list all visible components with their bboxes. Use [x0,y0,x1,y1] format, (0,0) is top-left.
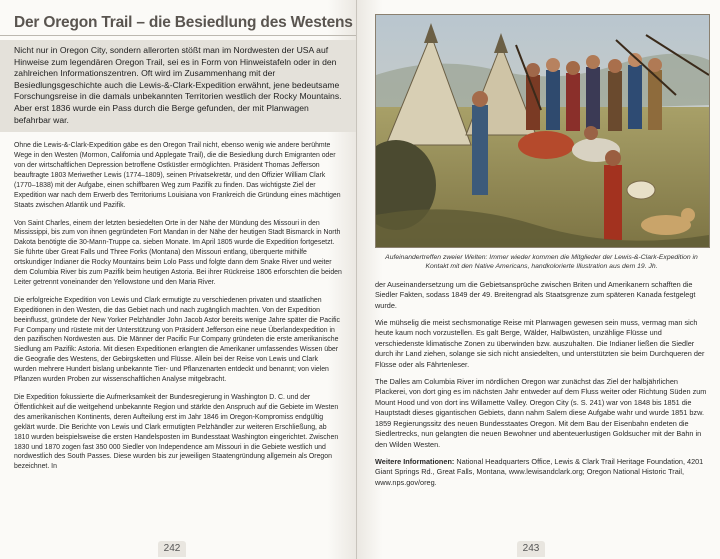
page-number-left: 242 [158,541,186,557]
illustration-caption: Aufeinandertreffen zweier Welten: Immer wieder kommen die Mitglieder der Lewis-&-Clark-Expedition in Kontakt mit den Native Americans, handkolorierte Illustration aus dem 19. Jh. [385,254,698,271]
right-paragraph-2: Wie mühselig die meist sechsmonatige Reise mit Planwagen gewesen sein muss, vermag man sich heute kaum noch vorzustellen. Es galt Berge, Wälder, Halbwüsten, unzählige Flüsse und verschiedenste klimatische Zonen zu überwinden bzw. auszuhalten. Die Indianer ließen die Siedler durch ihr Land ziehen, solange sie sich nicht ansiedelten, und unterstützten sie beim Durchqueren der Flüsse oder als Fährtenleser. [375,318,705,369]
intro-box: Nicht nur in Oregon City, sondern allerorten stößt man im Nordwesten der USA auf Hinweise zum legendären Oregon Trail, sei es in Form von Hinweistafeln oder in den zahlreichen Informationszentren. Oft wird im Zusammenhang mit der Besiedlungsgeschichte auch die Lewis-&-Clark-Expedition erwähnt, jene bedeutsame Forschungsreise in die damals unbekannten Territorien westlich der Rocky Mountains. Aber erst 1836 wurde ein Pass durch die Berge gefunden, der mit Planwagen befahrbar war. [0,40,356,132]
page-number-right: 243 [517,541,545,557]
further-info [375,457,708,488]
left-page [0,0,357,559]
left-paragraph-1: Ohne die Lewis-&-Clark-Expedition gäbe es den Oregon Trail nicht, ebenso wenig wie andere berühmte Wege in den Westen (Mormon, California und Applegate Trail), die die Besiedlung durch Emigranten oder von der wirtschaftlichen Depression betroffene Ostküstler ermöglichten. Präsident Thomas Jefferson beauftragte 1803 Meriwether Lewis (1774–1809), seinen Privatsekretär, und den Offizier William Clark (1770–1838) mit der Aufgabe, einen schiffbaren Weg zum Pazifik zu finden. Das wichtigste Ziel der Expedition war nach dem Erwerb des Territoriums Louisiana von Frankreich die Gründung eines mächtigen Staats zwischen Atlantik und Pazifik. [14,142,341,209]
left-paragraph-4: Die Expedition fokussierte die Aufmerksamkeit der Bundesregierung in Washington D. C. und der Öffentlichkeit auf die weitgehend unbekannte Region und stärkte den Anspruch auf die Gebiete im Westen des amerikanischen Kontinents, deren Aufteilung erst im Jahr 1846 im Oregon-Kompromiss endgültig geklärt wurde. Die Berichte von Lewis und Clark ermutigten Pelzhändler zur weiteren Erschließung, ab 1810 wurden beispielsweise die ersten Handelsposten im Bundesstaat Washington eingerichtet. Zwischen 1830 und 1870 zogen fast 350 000 Siedler von Independence am Missouri in die Gebiete westlich und nordwestlich des South Passes. Diese wurden bis zur jeweiligen Staatengründung allgemein als Oregon bezeichnet. In [14,394,339,471]
expedition-illustration [375,14,710,248]
further-info-label: Weitere Informationen: [375,456,455,466]
left-body [14,141,342,472]
further-info-text: National Headquarters Office, Lewis & Clark Trail Heritage Foundation, 4201 Giant Springs Rd., Great Falls, Montana, www.lewisandclark.org; Oregon National Historic Trail, www.nps.gov/oreg. [375,456,704,487]
left-paragraph-2: Von Saint Charles, einem der letzten besiedelten Orte in der Nähe der Mündung des Missouri in den Mississippi, bis zum von ihnen gegründeten Fort Mandan in der Nähe der heutigen Stadt Bismarck in North Dakota benötigte die 30-Mann-Truppe ca. sieben Monate. Im April 1805 wurde die Expedition fortgesetzt. Sie führte über Great Falls und Three Forks (Montana) den Missouri entlang, überquerte mithilfe ortskundiger Indianer die Rocky Mountains beim Lolo Pass und folgte dann dem Snake River und weiter dem Columbia River bis zum Pazifik beim heutigen Astoria. Bei ihrer Rückreise 1806 erforschten die beiden Leiter getrennt voneinander den Yellowstone und den Maria River. [14,219,342,286]
right-paragraph-3: The Dalles am Columbia River im nördlichen Oregon war zunächst das Ziel der halbjährlichen Plackerei, von dort ging es im nächsten Jahr entweder auf dem Fluss weiter oder Richtung Süden zum Mount Hood und von dort ins Willamette Valley. Oregon City (s. S. 241) war von 1848 bis 1851 die Hauptstadt dieses gigantischen Gebiets, dann nahm Salem diese Aufgabe wahr und wurde 1851 bzw. 1859 Regierungssitz des neuen Bundesstaates Oregon. Mit dem Bau der Eisenbahn endeten die Siedlertrecks, nun gelangten die neuen Bewohner und abenteuerlustigen Goldsucher mit der Bahn in den Wilden Westen. [375,377,707,449]
illustration-svg [376,15,709,247]
right-body [375,280,708,488]
left-paragraph-3: Die erfolgreiche Expedition von Lewis und Clark ermutigte zu verschiedenen privaten und staatlichen Expeditionen in den Westen, die das Gebiet nach und nach zugänglich machten. Von der Expedition beeinflusst, gründete der New Yorker Pelzhändler John Jacob Astor bereits wenige Jahre später die Pacific Fur Company und rüstete mit der Unterstützung von Präsident Jefferson eine neue Überlandexpedition in den pazifischen Nordwesten aus. Die Männer der Pacific Fur Company gründeten die erste amerikanische Siedlung am Pazifik: Astoria. Mit diesen Expeditionen erlangten die Amerikaner umfassendes Wissen über die Geografie des Westens, der Gebirgsketten und Flüsse. Allein bei der Reise von Lewis und Clark wurden mehrere Hundert bislang unbekannte Tier- und Pflanzenarten entdeckt und benannt; von vielen Pflanzen wurden Proben zur wissenschaftlichen Analyse mitgebracht. [14,296,340,384]
chapter-title: Der Oregon Trail – die Besiedlung des Westens [0,12,356,36]
right-page [357,0,720,559]
right-paragraph-1: der Auseinandersetzung um die Gebietsansprüche zwischen Briten und Amerikanern schafften die Siedler Fakten, sodass 1849 der 49. Breitengrad als Staatsgrenze zum späteren Kanada festgelegt wurde. [375,279,696,310]
